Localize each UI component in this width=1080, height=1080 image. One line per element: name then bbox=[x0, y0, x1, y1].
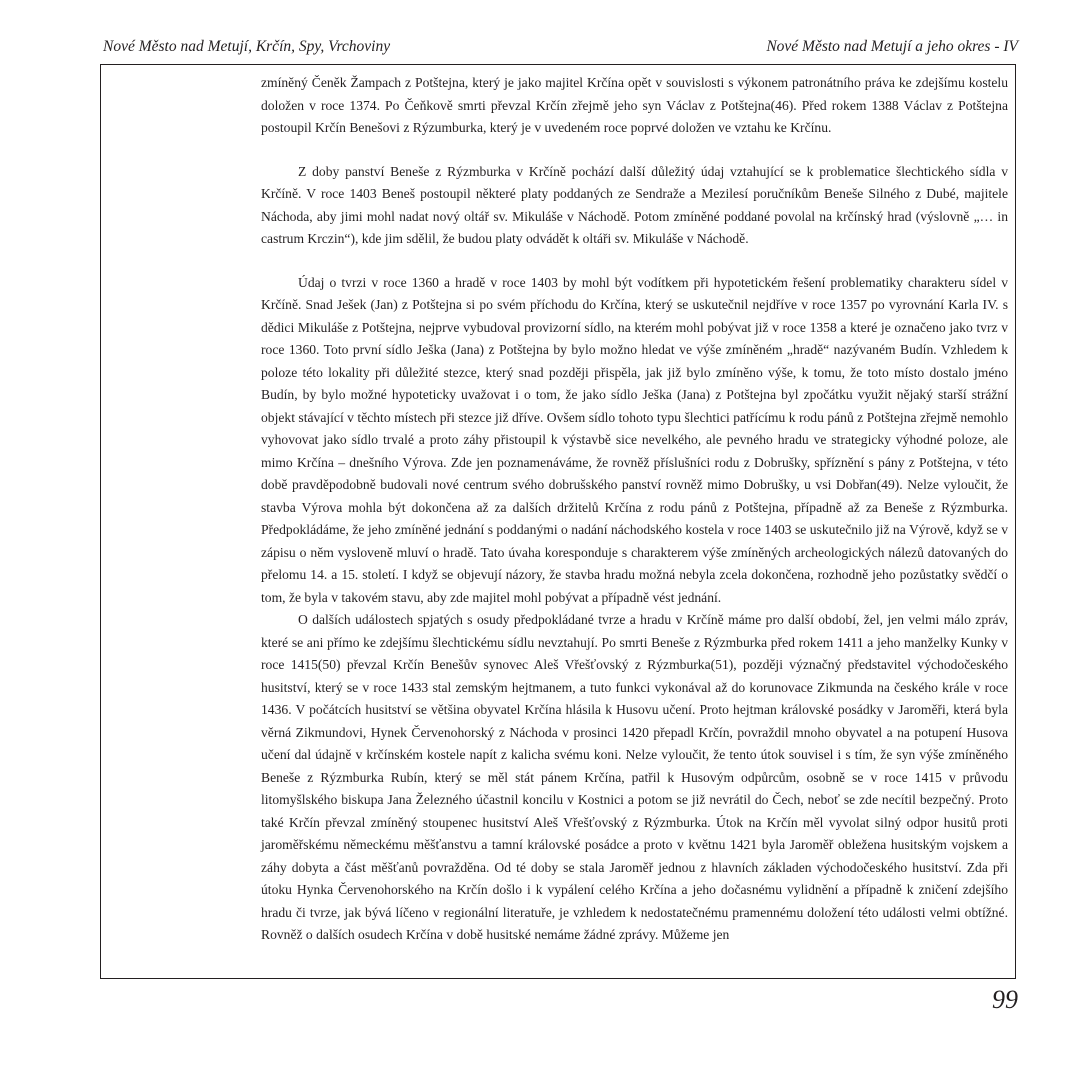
paragraph-fortress-hypothesis: Údaj o tvrzi v roce 1360 a hradě v roce 1403 by mohl být vodítkem při hypotetickém řešení problematiky charakteru sídel v Krčíně. Snad Ješek (Jan) z Potštejna si po svém příchodu do Krčína, který se uskutečnil nejdříve v roce 1357 po vyrovnání Karla IV. s dědici Mikuláše z Potštejna, nejprve vybudoval provizorní sídlo, na kterém mohl pobývat již v roce 1358 a které je označeno jako tvrz v roce 1360. Toto první sídlo Ješka (Jana) z Potštejna by bylo možno hledat ve výše zmíněném „hradě“ nazývaném Budín. Vzhledem k poloze této lokality při důležité stezce, který snad později přispěla, jak již bylo zmíněno výše, k tomu, že toto místo dostalo jméno Budín, by bylo možné hypoteticky uvažovat i o tom, že jako sídlo Ješka (Jana) z Potštejna byl zpočátku využit nějaký starší strážní objekt stávající v těchto místech při stezce již dříve. Ovšem sídlo tohoto typu šlechtici patřícímu k rodu pánů z Potštejna zřejmě nemohlo vyhovovat jako sídlo trvalé a proto záhy přistoupil k výstavbě sice nevelkého, ale pevného hradu ve strategicky výhodné poloze, ale mimo Krčína – dnešního Výrova. Zde jen poznamenáváme, že rovněž příslušníci rodu z Dobrušky, spříznění s pány z Potštejna, v této době pravděpodobně budovali nové centrum svého dobrušského panství rovněž mimo Dobrušky, u vsi Dobřan(49). Nelze vyloučit, že stavba Výrova mohla být dokončena až za dalších držitelů Krčína z rodu pánů z Potštejna, případně až za Beneše z Rýzmburka. Předpokládáme, že jeho zmíněné jednání s poddanými o nadání náchodského kostela v roce 1403 se uskutečnilo již na Výrově, když se v zápisu o něm vysloveně mluví o hradě. Tato úvaha koresponduje s charakterem výše zmíněných archeologických nálezů datovaných do přelomu 14. a 15. století. I když se objevují názory, že stavba hradu možná nebyla zcela dokončena, rozhodně jeho pozůstatky svědčí o tom, že byla v takovém stavu, aby zde majitel mohl pobývat a případně vést jednání. bbox=[261, 274, 1008, 605]
running-head-left: Nové Město nad Metují, Krčín, Spy, Vrchoviny bbox=[103, 38, 391, 55]
body-text bbox=[261, 72, 1008, 947]
running-head-right: Nové Město nad Metují a jeho okres - IV bbox=[766, 38, 1018, 55]
paragraph-hussite-events: O dalších událostech spjatých s osudy předpokládané tvrze a hradu v Krčíně máme pro další období, žel, jen velmi málo zpráv, které se ani přímo ke zdejšímu šlechtickému sídlu nevztahují. Po smrti Beneše z Rýzmburka před rokem 1411 a jeho manželky Kunky v roce 1415(50) převzal Krčín Benešův synovec Aleš Vřešťovský z Rýzmburka(51), později význačný představitel východočeského husitství, který se v roce 1433 stal zemským hejtmanem, a tuto funkci vykonával až do korunovace Zikmunda na českého krále v roce 1436. V počátcích husitství se většina obyvatel Krčína hlásila k Husovu učení. Proto hejtman královské posádky v Jaroměři, která byla věrná Zikmundovi, Hynek Červenohorský z Náchoda v prosinci 1420 přepadl Krčín, povraždil mnoho obyvatel a na potupení Husova učení dal údajně v krčínském kostele napít z kalicha svému koni. Nelze vyloučit, že tento útok souvisel i s tím, že syn výše zmíněného Beneše z Rýzmburka Rubín, který se měl stát pánem Krčína, patřil k Husovým odpůrcům, osobně se v roce 1415 v průvodu litomyšlského biskupa Jana Železného účastnil koncilu v Kostnici a potom se již nevrátil do Čech, neboť se zde necítil bezpečný. Proto také Krčín převzal zmíněný stoupenec husitství Aleš Vřešťovský z Rýzmburka. Útok na Krčín měl vyvolat silný odpor husitů proti jaroměřskému německému měšťanstvu a tamní královské posádce a proto v květnu 1421 byla Jaroměř obležena husitským vojskem a záhy dobyta a část měšťanů povražděna. Od té doby se stala Jaroměř jednou z hlavních základen východočeského husitství. Zda při útoku Hynka Červenohorského na Krčín došlo i k vypálení celého Krčína a jeho dočasnému vylidnění a případně k zničení zdejšího hradu či tvrze, jak bývá líčeno v regionální literatuře, je vzhledem k nedostatečnému pramennému doložení této události velmi obtížné. Rovněž o dalších osudech Krčína v době husitské nemáme žádné zprávy. Můžeme jen bbox=[261, 612, 1008, 942]
paragraph-continuation: zmíněný Čeněk Žampach z Potštejna, který je jako majitel Krčína opět v souvislosti s výkonem patronátního práva ke zdejšímu kostelu doložen v roce 1374. Po Čeňkově smrti převzal Krčín zřejmě jeho syn Václav z Potštejna(46). Před rokem 1388 Václav z Potštejna postoupil Krčín Benešovi z Rýzumburka, který je v uvedeném roce poprvé doložen ve vztahu ke Krčínu. bbox=[261, 75, 1008, 135]
page-number: 99 bbox=[992, 985, 1018, 1014]
paragraph-benes-castle: Z doby panství Beneše z Rýzmburka v Krčíně pochází další důležitý údaj vztahující se k problematice šlechtického sídla v Krčíně. V roce 1403 Beneš postoupil některé platy poddaných ze Sendraže a Mezilesí poručníkům Beneše Silného z Dubé, majitele Náchoda, aby jimi mohl nadat nový oltář sv. Mikuláše v Náchodě. Potom zmíněné poddané povolal na krčínský hrad (výslovně „… in castrum Krczin“), kde jim sdělil, že budou platy odvádět k oltáři sv. Mikuláše v Náchodě. bbox=[261, 163, 1008, 246]
